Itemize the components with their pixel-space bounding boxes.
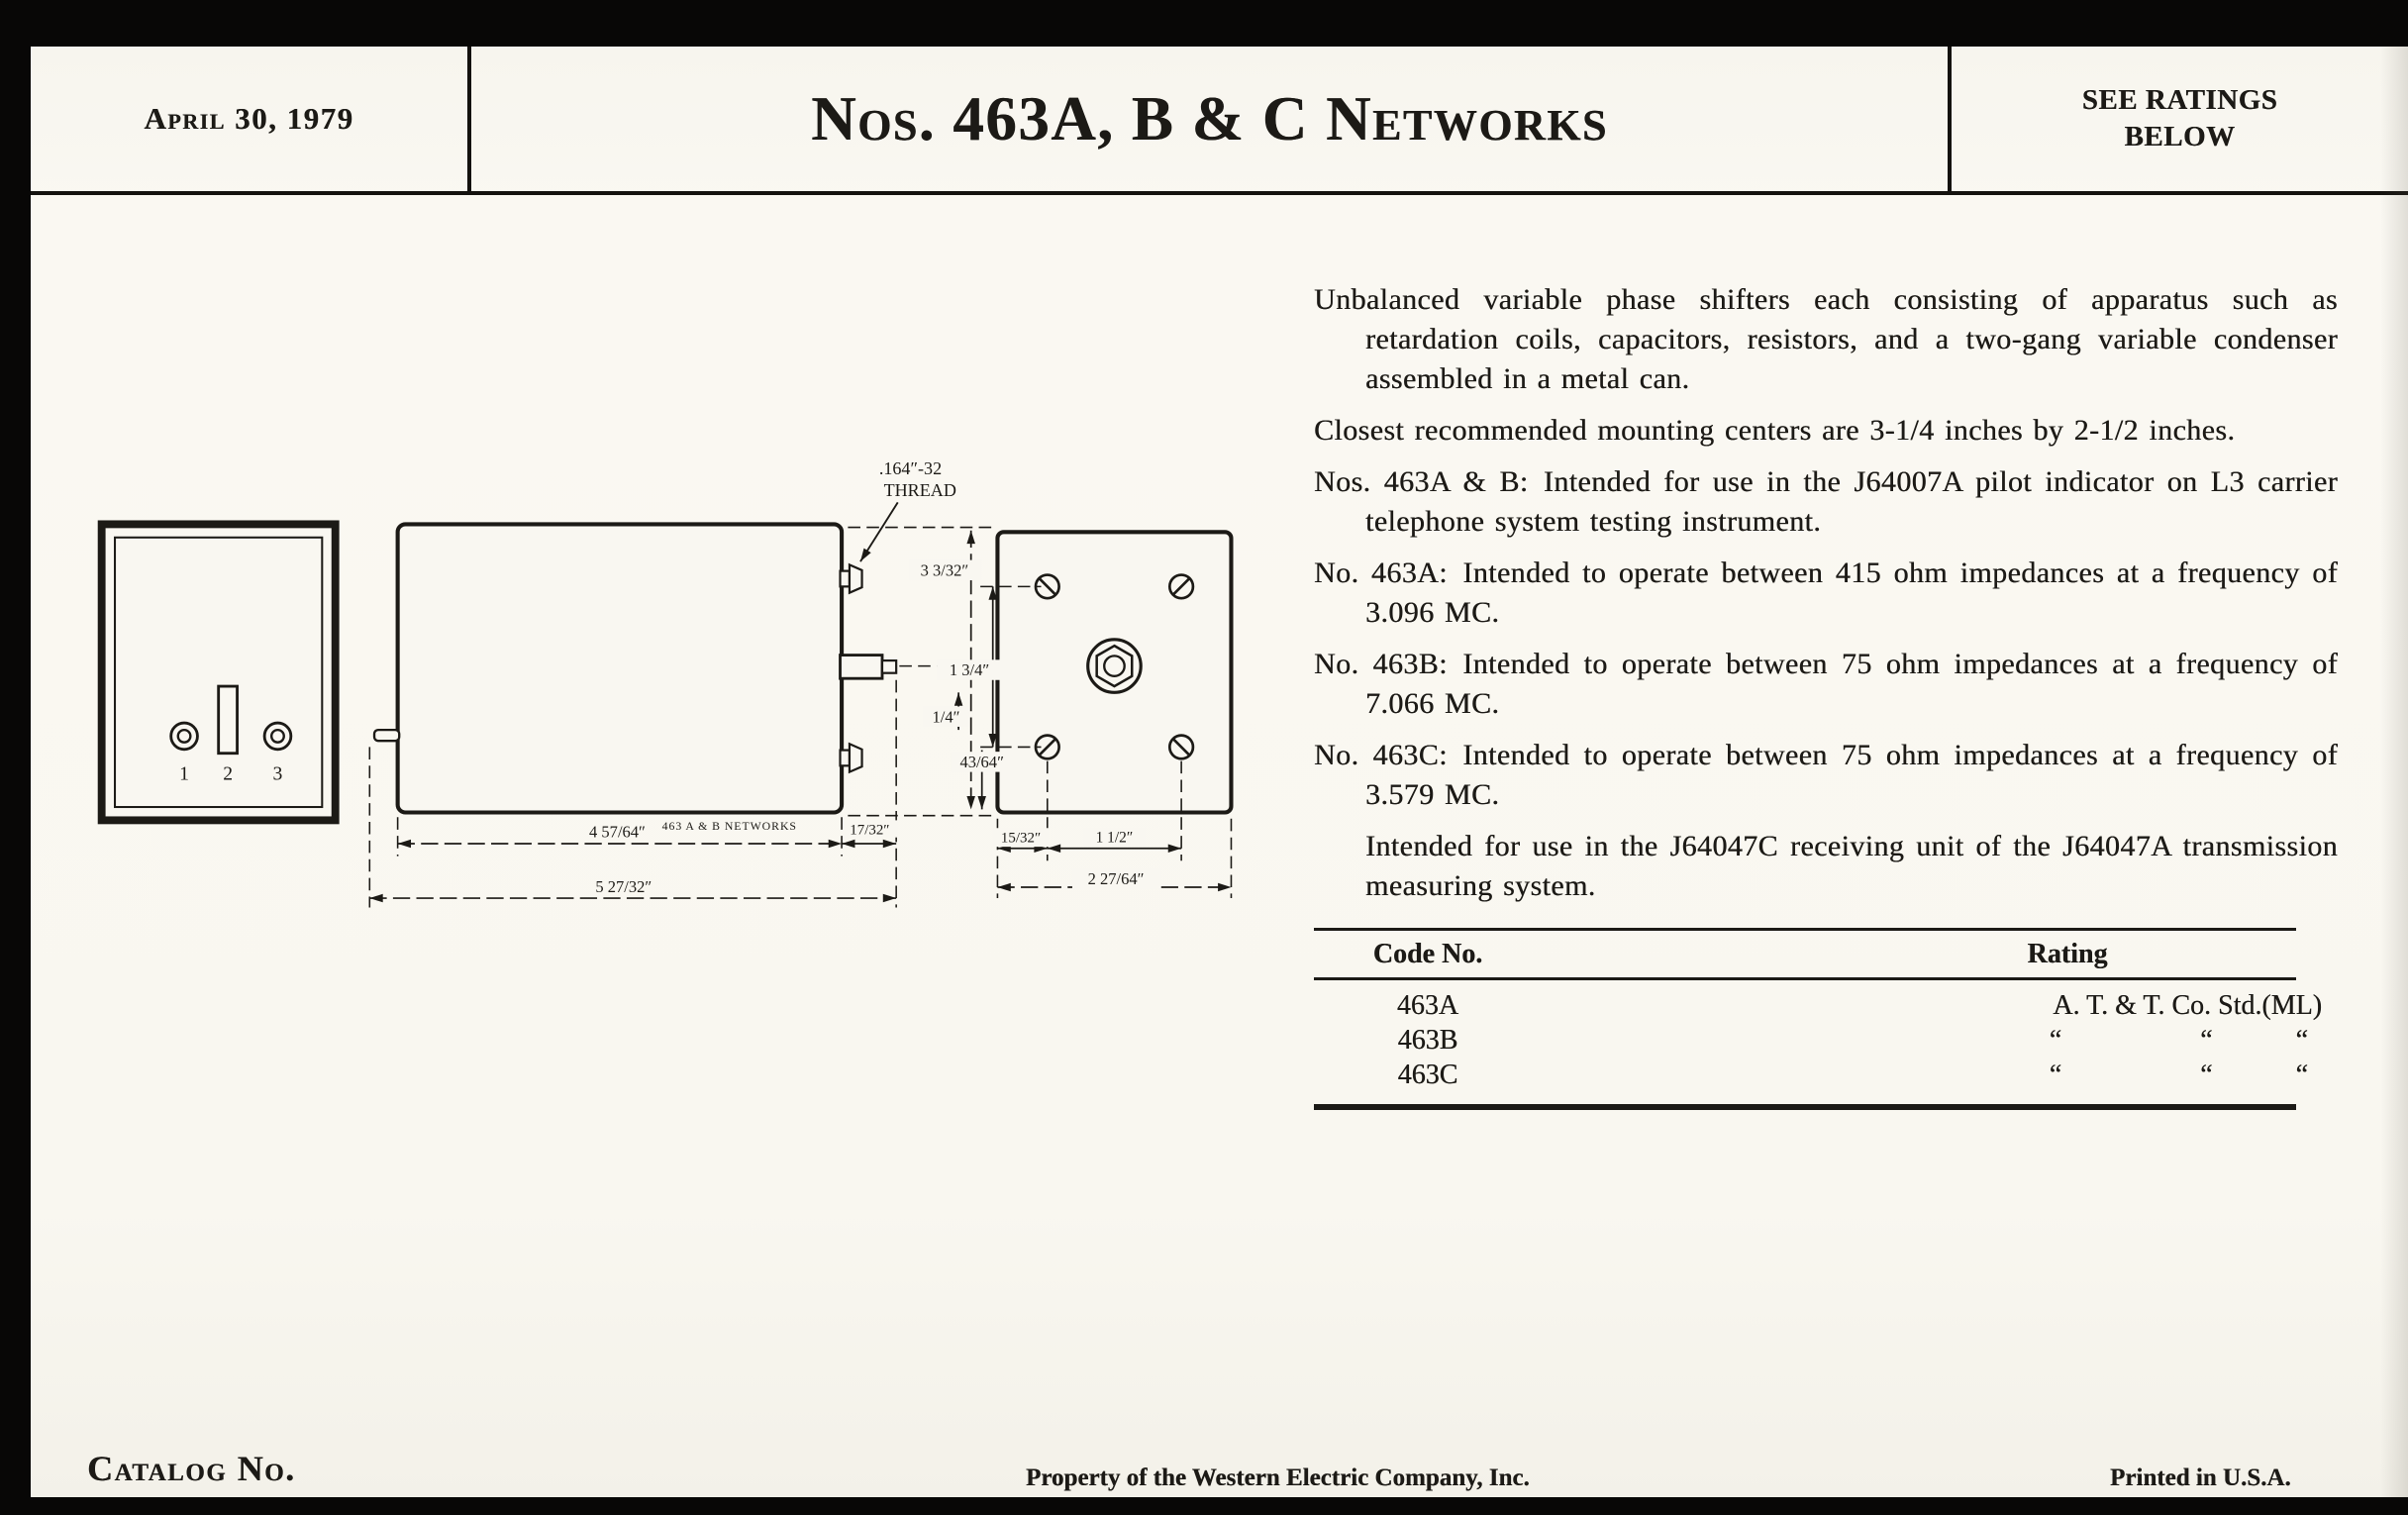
ratings-note	[1948, 47, 2408, 191]
page-edge-shading	[2380, 47, 2408, 1497]
dim-shaft-offset: 1/4″	[932, 707, 960, 727]
ratings-table	[1314, 928, 2322, 1110]
description-column	[1314, 280, 2338, 1110]
thread-callout-line2: THREAD	[883, 480, 956, 501]
description-paragraph: Unbalanced variable phase shifters each consisting of apparatus such as retardation coils, capacitors, resistors, and a two-gang variable condenser assembled in a metal can.	[1314, 283, 2338, 395]
description-paragraph: Closest recommended mounting centers are 3-1/4 inches by 2-1/2 inches.	[1314, 414, 2236, 447]
can-stamp: 463 A & B NETWORKS	[661, 818, 797, 833]
end-view	[997, 532, 1231, 812]
terminal-label: 3	[272, 762, 283, 785]
rating-cell: A. T. & T. Co. Std.(ML)	[2053, 990, 2322, 1021]
page-title: Nos. 463A, B & C Networks	[811, 83, 1608, 153]
dim-mounting-horizontal: 1 1/2″	[1095, 829, 1134, 847]
page-header	[31, 47, 2408, 195]
thread-leader-line	[860, 502, 898, 561]
code-cell: 463B	[1397, 1025, 1458, 1056]
header-date-cell	[31, 47, 471, 191]
thread-callout-line1: .164″-32	[878, 458, 943, 479]
description-paragraph: No. 463B: Intended to operate between 75 ohm impedances at a frequency of 7.066 MC.	[1314, 648, 2338, 720]
table-header-row	[1314, 931, 2296, 980]
table-row	[1314, 988, 2322, 1023]
column-header-code: Code No.	[1372, 939, 1483, 969]
dim-body-width: 4 57/64″	[589, 822, 646, 842]
header-title-cell	[471, 47, 1948, 191]
top-screw	[850, 564, 862, 592]
code-cell: 463A	[1396, 990, 1459, 1021]
table-row	[1314, 1058, 2322, 1092]
description-paragraph: Intended for use in the J64047C receiving unit of the J64047A transmission measuring system.	[1365, 830, 2338, 902]
front-view	[102, 524, 336, 820]
dim-overall-depth: 2 27/64″	[1087, 868, 1145, 888]
terminal-slot	[219, 686, 238, 754]
rating-cell: “ “ “	[2049, 1060, 2322, 1090]
terminal-label: 2	[223, 762, 234, 785]
property-notice: Property of the Western Electric Company, Inc.	[1026, 1464, 1530, 1491]
catalog-number-label: Catalog No.	[87, 1449, 296, 1488]
dim-shaft-extension: 17/32″	[850, 822, 890, 839]
code-cell: 463C	[1397, 1060, 1458, 1090]
dim-body-height: 3 3/32″	[920, 560, 969, 580]
side-view	[374, 524, 896, 812]
description-paragraph: No. 463A: Intended to operate between 415 ohm impedances at a frequency of 3.096 MC.	[1314, 556, 2338, 629]
table-row	[1314, 1023, 2322, 1058]
catalog-page	[31, 47, 2408, 1497]
dim-edge-to-screw: 15/32″	[1000, 830, 1042, 847]
rating-cell: “ “ “	[2049, 1025, 2322, 1056]
issue-date: April 30, 1979	[144, 101, 354, 136]
terminal-label: 1	[179, 762, 189, 785]
technical-drawing	[62, 431, 1278, 960]
left-pin	[374, 730, 399, 741]
condenser-shaft	[841, 656, 882, 679]
description-paragraph: Nos. 463A & B: Intended for use in the J64007A pilot indicator on L3 carrier telephone system testing instrument.	[1314, 465, 2338, 538]
column-header-rating: Rating	[2027, 939, 2108, 969]
bottom-screw	[850, 744, 862, 771]
description-paragraph: No. 463C: Intended to operate between 75 ohm impedances at a frequency of 3.579 MC.	[1314, 739, 2338, 811]
dim-overall-width: 5 27/32″	[595, 876, 652, 896]
dim-mounting-vertical: 1 3/4″	[949, 660, 990, 680]
ratings-note-line: SEE RATINGS	[2081, 84, 2278, 116]
ratings-note-line: BELOW	[2124, 121, 2236, 152]
printed-notice: Printed in U.S.A.	[2110, 1464, 2291, 1491]
dim-bottom-margin: 43/64″	[959, 752, 1004, 771]
table-body	[1314, 980, 2322, 1092]
